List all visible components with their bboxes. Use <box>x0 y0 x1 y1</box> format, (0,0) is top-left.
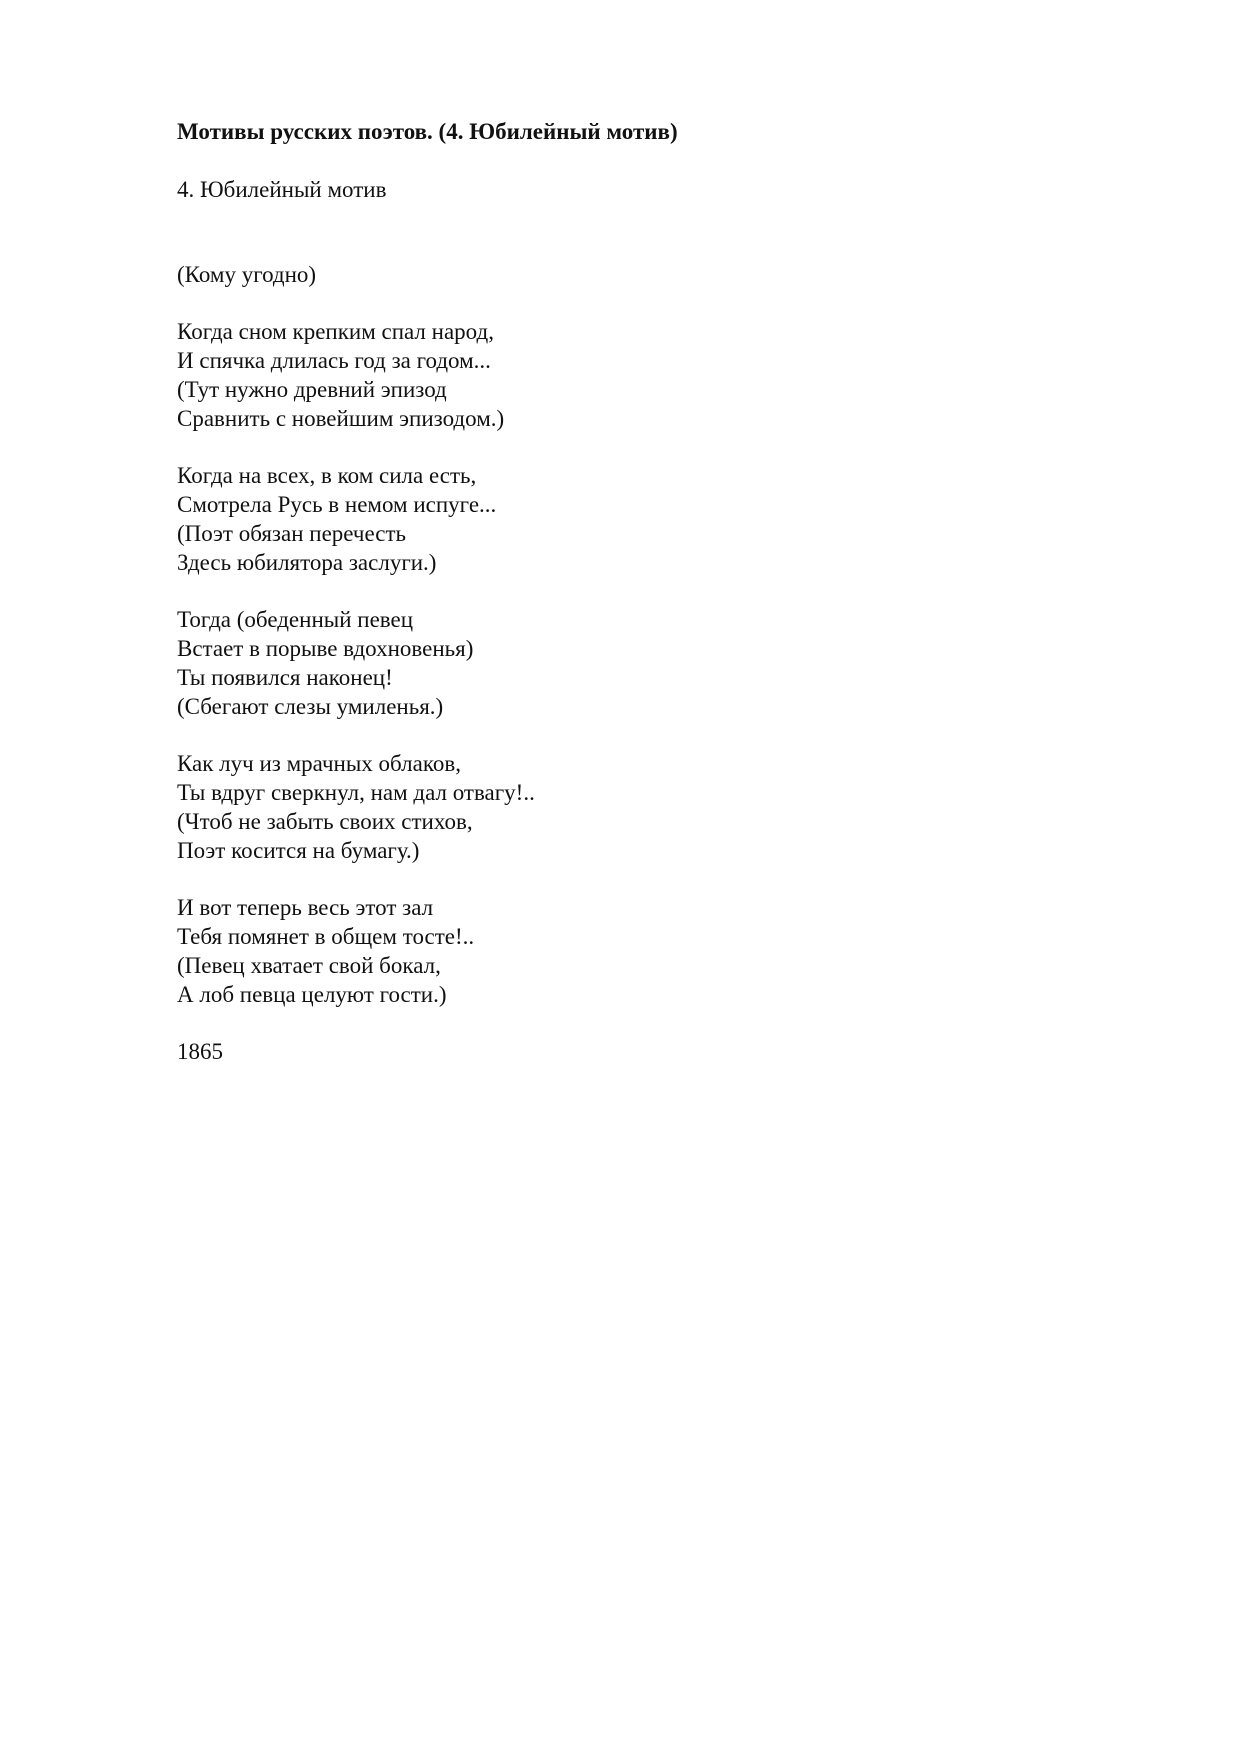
verse-line: Как луч из мрачных облаков, <box>177 751 461 776</box>
stanza <box>177 461 496 577</box>
verse-line: (Поэт обязан перечесть <box>177 521 407 546</box>
verse-line: Здесь юбилятора заслуги.) <box>177 550 437 575</box>
stanza <box>177 317 504 433</box>
verse-line: Тогда (обеденный певец <box>177 607 414 632</box>
verse-line: И вот теперь весь этот зал <box>177 895 434 920</box>
poem-dedication: (Кому угодно) <box>177 262 317 287</box>
verse-line: Смотрела Русь в немом испуге... <box>177 492 497 517</box>
poem-subtitle: 4. Юбилейный мотив <box>177 177 387 202</box>
verse-line: А лоб певца целуют гости.) <box>177 982 447 1007</box>
stanza <box>177 893 474 1009</box>
verse-line: Ты появился наконец! <box>177 665 393 690</box>
verse-line: Когда на всех, в ком сила есть, <box>177 463 477 488</box>
verse-line: Сравнить с новейшим эпизодом.) <box>177 406 505 431</box>
poem-year: 1865 <box>177 1039 223 1064</box>
verse-line: (Чтоб не забыть своих стихов, <box>177 809 473 834</box>
verse-line: Ты вдруг сверкнул, нам дал отвагу!.. <box>177 780 535 805</box>
document-page <box>177 117 1137 1064</box>
verse-line: Поэт косится на бумагу.) <box>177 838 420 863</box>
page-title: Мотивы русских поэтов. (4. Юбилейный мотив) <box>177 119 678 144</box>
verse-line: Встает в порыве вдохновенья) <box>177 636 474 661</box>
verse-line: Когда сном крепким спал народ, <box>177 319 494 344</box>
verse-line: (Тут нужно древний эпизод <box>177 377 447 402</box>
stanza <box>177 605 473 721</box>
verse-line: (Певец хватает свой бокал, <box>177 953 441 978</box>
verse-line: Тебя помянет в общем тосте!.. <box>177 924 475 949</box>
verse-line: И спячка длилась год за годом... <box>177 348 491 373</box>
verse-line: (Сбегают слезы умиленья.) <box>177 694 444 719</box>
stanza <box>177 749 535 865</box>
